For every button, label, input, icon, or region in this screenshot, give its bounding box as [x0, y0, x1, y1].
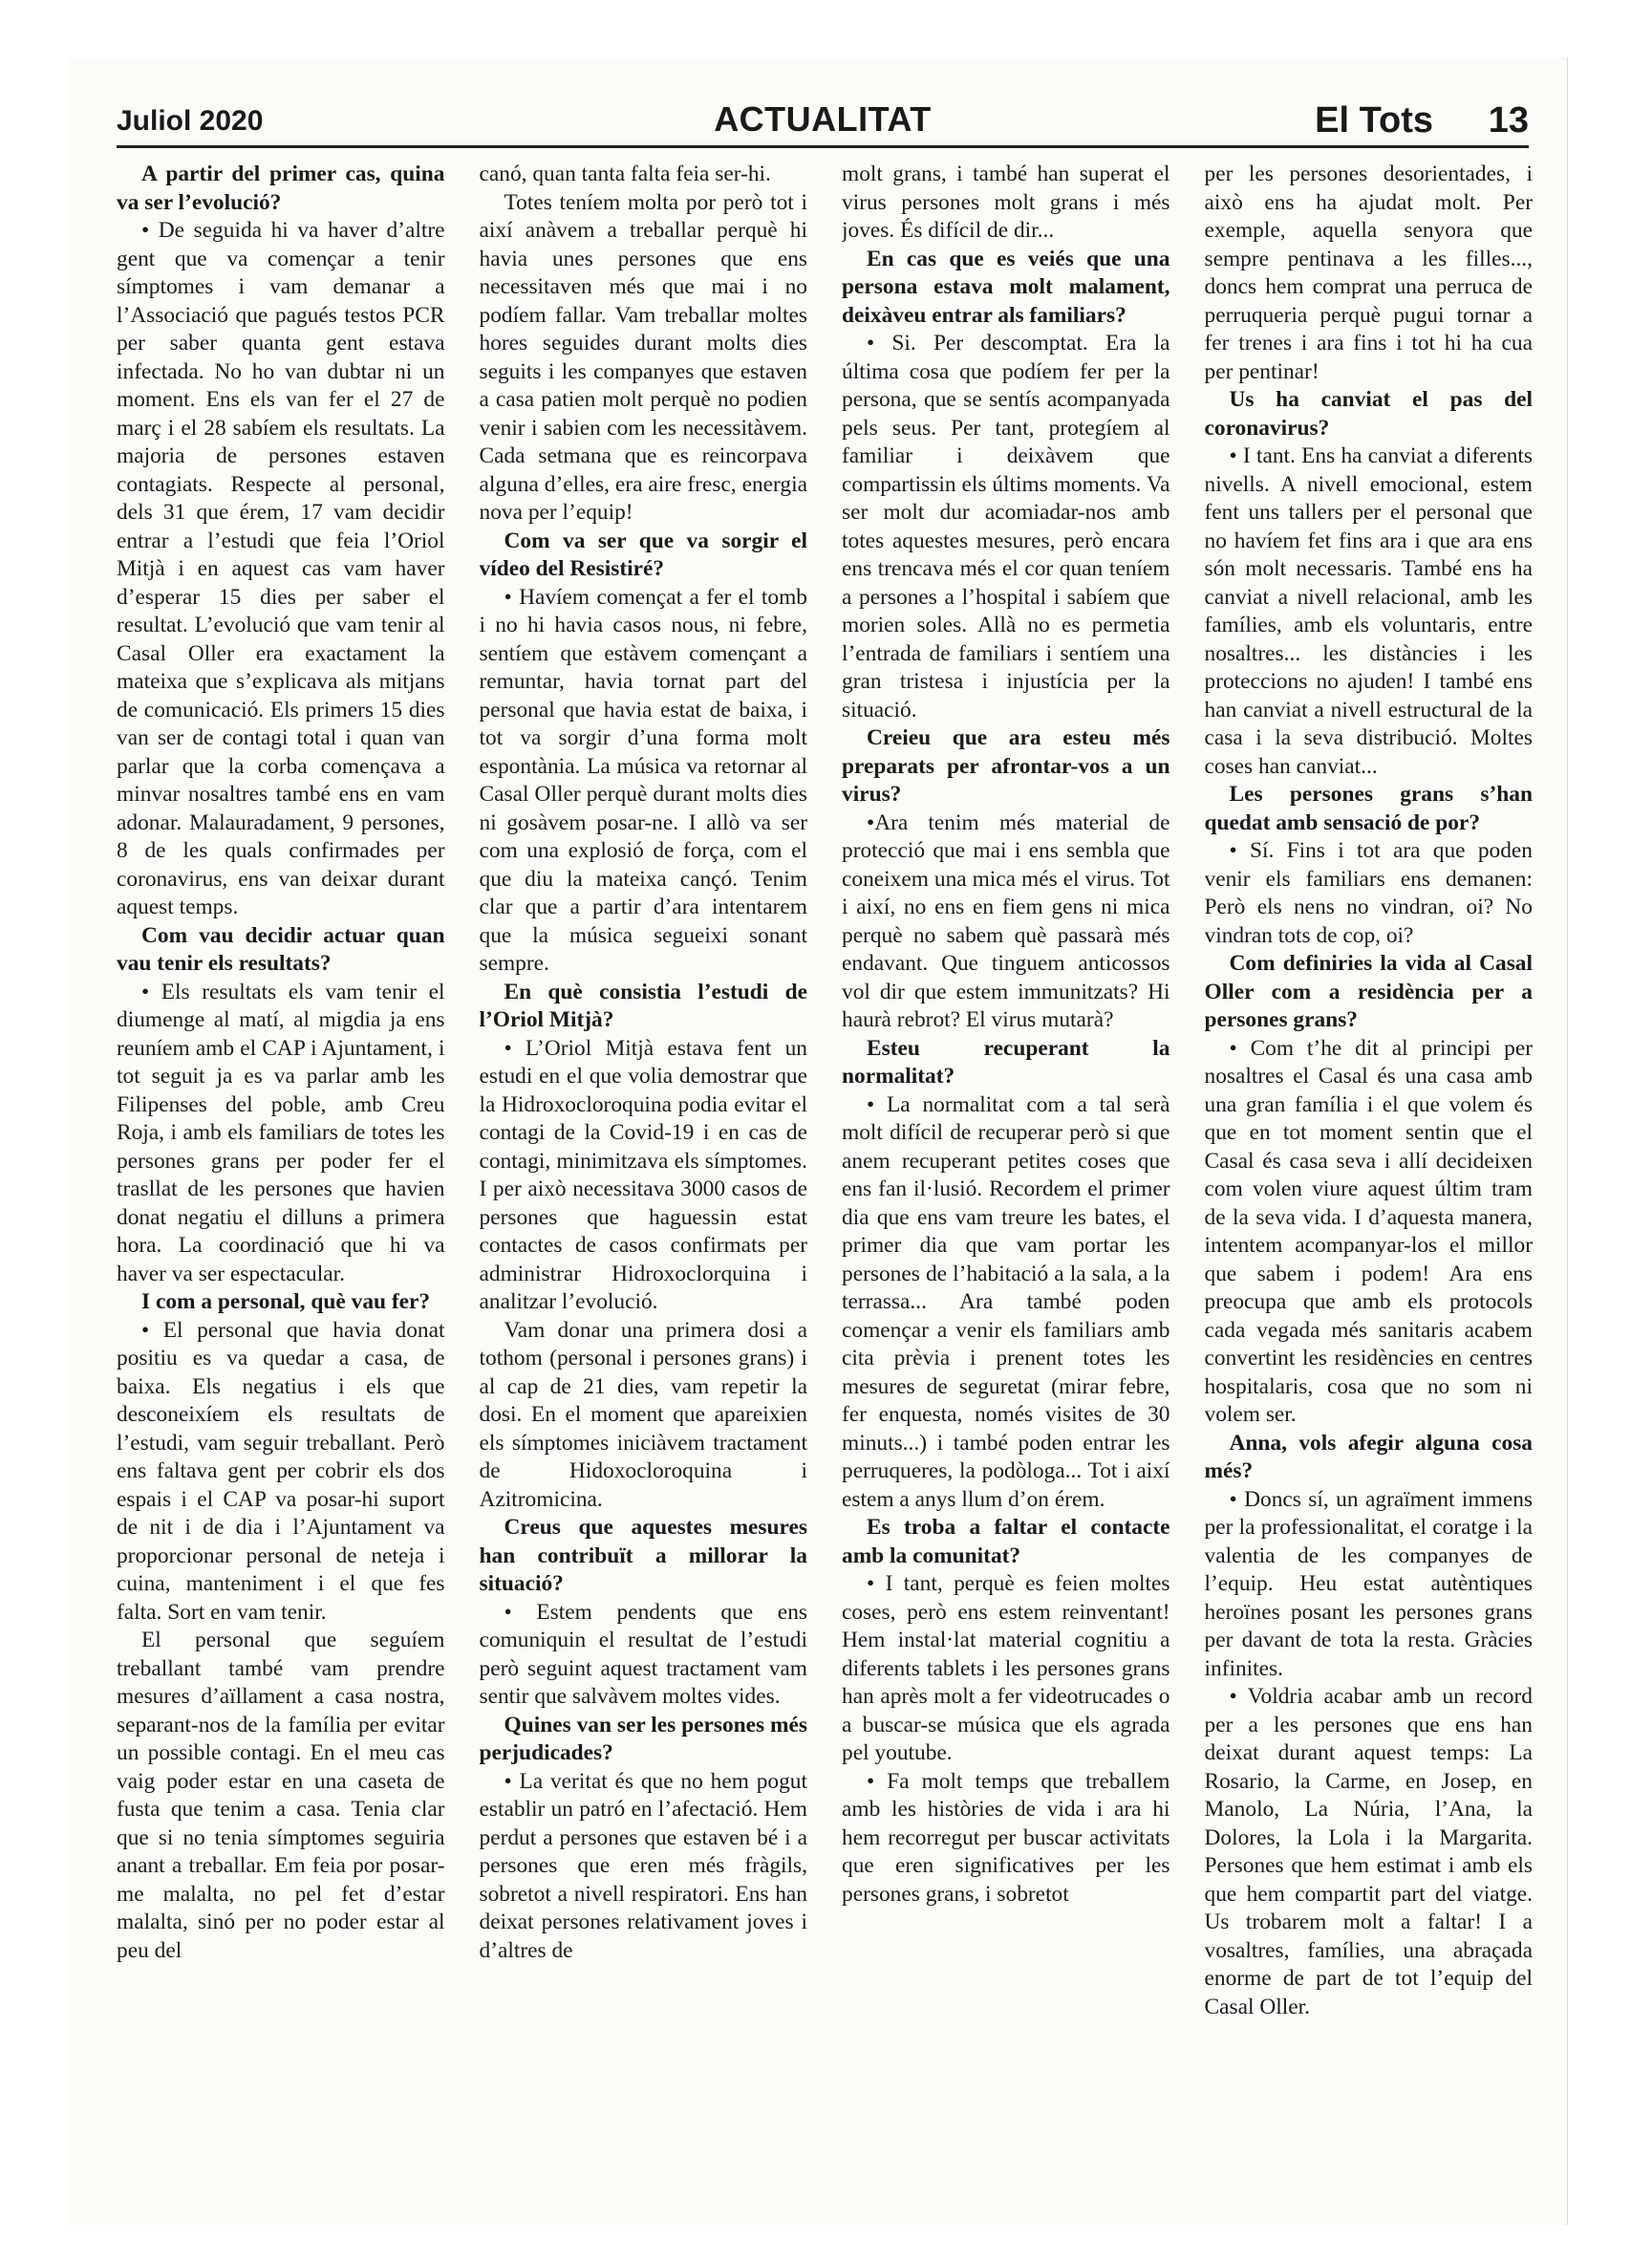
interview-answer: • L’Oriol Mitjà estava fent un estudi en el que volia demostrar que la Hidroxocloroquina podia evitar el contagi de la Covid-19 i en cas de contagi, minimitzava els símptomes. I per això necessitava 3000 casos de persones que haguessin estat contactes de casos confirmats per administrar Hidroxoclorquina i analitzar l’evolució. — [479, 1035, 807, 1314]
interview-answer: El personal que seguíem treballant també vam prendre mesures d’aïllament a casa nostra, separant-nos de la família per evitar un possible contagi. En el meu cas vaig poder estar en una caseta de fusta que tenim a casa. Tenia clar que si no tenia símptomes seguiria anant a treballar. Em feia por posar-me malalta, no pel fet d’estar malalta, sinó per no poder estar al peu del — [117, 1628, 445, 1963]
section-title: ACTUALITAT — [714, 99, 932, 139]
article-columns — [117, 161, 1533, 2206]
interview-question: Es troba a faltar el contacte amb la comunitat? — [842, 1515, 1170, 1568]
column-4 — [1205, 161, 1534, 2206]
interview-question: A partir del primer cas, quina va ser l’evolució? — [117, 162, 445, 215]
interview-question: Creieu que ara esteu més preparats per afrontar-vos a un virus? — [842, 725, 1170, 807]
interview-answer: canó, quan tanta falta feia ser-hi. — [479, 162, 771, 186]
interview-answer: • Sí. Fins i tot ara que poden venir els familiars ens demanen: Però els nens no vindran, oi? No vindran tots de cop, oi? — [1204, 838, 1533, 948]
interview-question: I com a personal, què vau fer? — [141, 1289, 431, 1314]
interview-answer: • Els resultats els vam tenir el diumenge al matí, al migdia ja ens reuníem amb el CAP i Ajuntament, i tot seguit ja es va parlar amb les Filipenses del poble, amb Creu Roja, i amb els familiars de totes les persones grans per poder fer el trasllat de les persones que havien donat negatiu el dilluns a primera hora. La coordinació que hi va haver va ser espectacular. — [117, 979, 445, 1286]
page-binding-margin — [0, 0, 40, 2266]
interview-answer: • El personal que havia donat positiu es va quedar a casa, de baixa. Els negatius i els que desconeixíem els resultats de l’estudi, vam seguir treballant. Però ens faltava gent per cobrir els dos espais i el CAP va posar-hi suport de nit i de dia i l’Ajuntament va proporcionar personal de neteja i cuina, manteniment i el que fes falta. Sort en vam tenir. — [117, 1317, 445, 1625]
interview-question: Anna, vols afegir alguna cosa més? — [1204, 1430, 1533, 1483]
interview-answer: Vam donar una primera dosi a tothom (personal i persones grans) i al cap de 21 dies, vam repetir la dosi. En el moment que apareixien els símptomes iniciàvem tractament de Hidoxocloroquina i Azitromicina. — [479, 1317, 807, 1512]
interview-answer: • Doncs sí, un agraïment immens per la professionalitat, el coratge i la valentia de les companyes de l’equip. Heu estat autèntiques heroïnes posant les persones grans per davant de tota la resta. Gràcies infinites. — [1204, 1486, 1533, 1681]
interview-answer: • Havíem començat a fer el tomb i no hi havia casos nous, ni febre, sentíem que estàvem començant a remuntar, havia tornat part del personal que havia estat de baixa, i tot va sorgir d’una forma molt espontània. La música va retornar al Casal Oller perquè durant molts dies ni gosàvem posar-ne. I allò va ser com una explosió de força, com el que diu la mateixa cançó. Tenim clar que a partir d’ara intentarem que la música segueixi sonant sempre. — [479, 584, 807, 976]
interview-question: Quines van ser les persones més perjudicades? — [479, 1712, 807, 1765]
interview-answer: •Ara tenim més material de protecció que mai i ens sembla que coneixem una mica més el virus. Tot i així, no ens en fiem gens ni mica perquè no sabem què passarà més endavant. Que tinguem anticossos vol dir que estem immunitzats? Hi haurà rebrot? El virus mutarà? — [842, 809, 1170, 1032]
page-number: 13 — [1488, 100, 1529, 140]
interview-answer: • Com t’he dit al principi per nosaltres el Casal és una casa amb una gran família i el que volem és que en tot moment sentin que el Casal és casa seva i allí decideixen com volen viure aquest últim tram de la seva vida. I d’aquesta manera, intentem acompanyar-los el millor que sabem i podem! Ara ens preocupa que amb els protocols cada vegada més sanitaris acabem convertint les residències en centres hospitalaris, cosa que no som ni volem ser. — [1204, 1035, 1533, 1427]
issue-date: Juliol 2020 — [117, 105, 264, 137]
interview-answer: per les persones desorientades, i això ens ha ajudat molt. Per exemple, aquella senyora que sempre pentinava a les filles..., doncs hem comprat una perruca de perruqueria perquè pugui tornar a fer trenes i ara fins i tot hi ha cua per pentinar! — [1204, 162, 1533, 384]
interview-question: Us ha canviat el pas del coronavirus? — [1204, 387, 1533, 441]
page-header — [117, 92, 1529, 148]
interview-answer: • I tant. Ens ha canviat a diferents nivells. A nivell emocional, estem fent uns tallers per el personal que no havíem fet fins ara i que ara ens són molt necessaris. També ens ha canviat a nivell relacional, amb les famílies, amb els voluntaris, entre nosaltres... les distàncies i les proteccions no ajuden! I també ens han canviat a nivell estructural de la casa i la seva distribució. Moltes coses han canviat... — [1204, 443, 1533, 779]
interview-question: Com definiries la vida al Casal Oller com a residència per a persones grans? — [1204, 951, 1533, 1032]
interview-question: Com va ser que va sorgir el vídeo del Resistiré? — [479, 528, 807, 581]
column-3 — [842, 161, 1170, 2206]
column-2 — [480, 161, 808, 2206]
interview-question: En cas que es veiés que una persona estava molt malament, deixàveu entrar als familiars? — [842, 246, 1170, 328]
interview-question: Esteu recuperant la normalitat? — [842, 1035, 1170, 1089]
interview-answer: • La veritat és que no hem pogut establir un patró en l’afectació. Hem perdut a persones que estaven bé i a persones que eren més fràgils, sobretot a nivell respiratori. Ens han deixat persones relativament joves i d’altres de — [479, 1768, 807, 1963]
interview-question: Com vau decidir actuar quan vau tenir els resultats? — [117, 922, 445, 976]
column-1 — [117, 161, 445, 2206]
interview-answer: • Estem pendents que ens comuniquin el resultat de l’estudi però seguint aquest tractament vam sentir que salvàvem moltes vides. — [479, 1599, 807, 1709]
interview-answer: • I tant, perquè es feien moltes coses, però ens estem reinventant! Hem instal·lat material cognitiu a diferents tablets i les persones grans han après molt a fer videotrucades o a buscar-se música que els agrada pel youtube. — [842, 1571, 1170, 1765]
interview-answer: • La normalitat com a tal serà molt difícil de recuperar però si que anem recuperant petites coses que ens fan il·lusió. Recordem el primer dia que ens vam treure les bates, el primer dia que vam portar les persones de l’habitació a la sala, a la terrassa... Ara també poden començar a venir els familiars amb cita prèvia i prenent totes les mesures de seguretat (mirar febre, fer enquesta, només visites de 30 minuts...) i també poden entrar les perruqueres, la podòloga... Tot i així estem a anys llum d’on érem. — [842, 1091, 1170, 1512]
interview-question: Creus que aquestes mesures han contribuït a millorar la situació? — [479, 1515, 807, 1596]
interview-question: En què consistia l’estudi de l’Oriol Mitjà? — [479, 979, 807, 1032]
interview-answer: • De seguida hi va haver d’altre gent que va començar a tenir símptomes i vam demanar a l’Associació que pagués testos PCR per saber quanta gent estava infectada. No ho van dubtar ni un moment. Ens els van fer el 27 de març i el 28 sabíem els resultats. La majoria de persones estaven contagiats. Respecte al personal, dels 31 que érem, 17 vam decidir entrar a l’estudi que feia l’Oriol Mitjà i en aquest cas vam haver d’esperar 15 dies per saber el resultat. L’evolució que vam tenir al Casal Oller era exactament la mateixa que s’explicava als mitjans de comunicació. Els primers 15 dies van ser de contagi total i quan van parlar que la corba començava a minvar nosaltres també ens en vam adonar. Malauradament, 9 persones, 8 de les quals confirmades per coronavirus, ens van deixar durant aquest temps. — [117, 218, 445, 919]
interview-answer: • Fa molt temps que treballem amb les històries de vida i ara hi hem recorregut per buscar activitats que eren significatives per les persones grans, i sobretot — [842, 1768, 1170, 1907]
magazine-page — [69, 57, 1568, 2225]
interview-answer: molt grans, i també han superat el virus persones molt grans i més joves. És difícil de dir... — [842, 162, 1170, 243]
interview-answer: Totes teníem molta por però tot i així anàvem a treballar perquè hi havia unes persones que ens necessitaven més que mai i no podíem fallar. Vam treballar moltes hores seguides durant molts dies seguits i les companyes que estaven a casa patien molt perquè no podien venir i sabien com les necessitàvem. Cada setmana que es reincorpava alguna d’elles, era aire fresc, energia nova per l’equip! — [479, 189, 807, 525]
publication-name: El Tots — [1315, 100, 1433, 140]
interview-answer: • Si. Per descomptat. Era la última cosa que podíem fer per la persona, que se sentís acompanyada pels seus. Per tant, protegíem al familiar i deixàvem que compartissin els últims moments. Va ser molt dur acomiadar-nos amb totes aquestes mesures, però encara ens trencava més el cor quan teníem a persones a l’hospital i sabíem que morien soles. Allà no es permetia l’entrada de familiars i sentíem una gran tristesa i injustícia per la situació. — [842, 331, 1170, 723]
interview-question: Les persones grans s’han quedat amb sensació de por? — [1204, 782, 1533, 835]
interview-answer: • Voldria acabar amb un record per a les persones que ens han deixat durant aquest temps: La Rosario, la Carme, en Josep, en Manolo, La Núria, l’Ana, la Dolores, la Lola i la Margarita. Persones que hem estimat i amb els que hem compartit part del viatge. Us trobarem molt a faltar! I a vosaltres, famílies, una abraçada enorme de part de tot l’equip del Casal Oller. — [1204, 1684, 1533, 2019]
